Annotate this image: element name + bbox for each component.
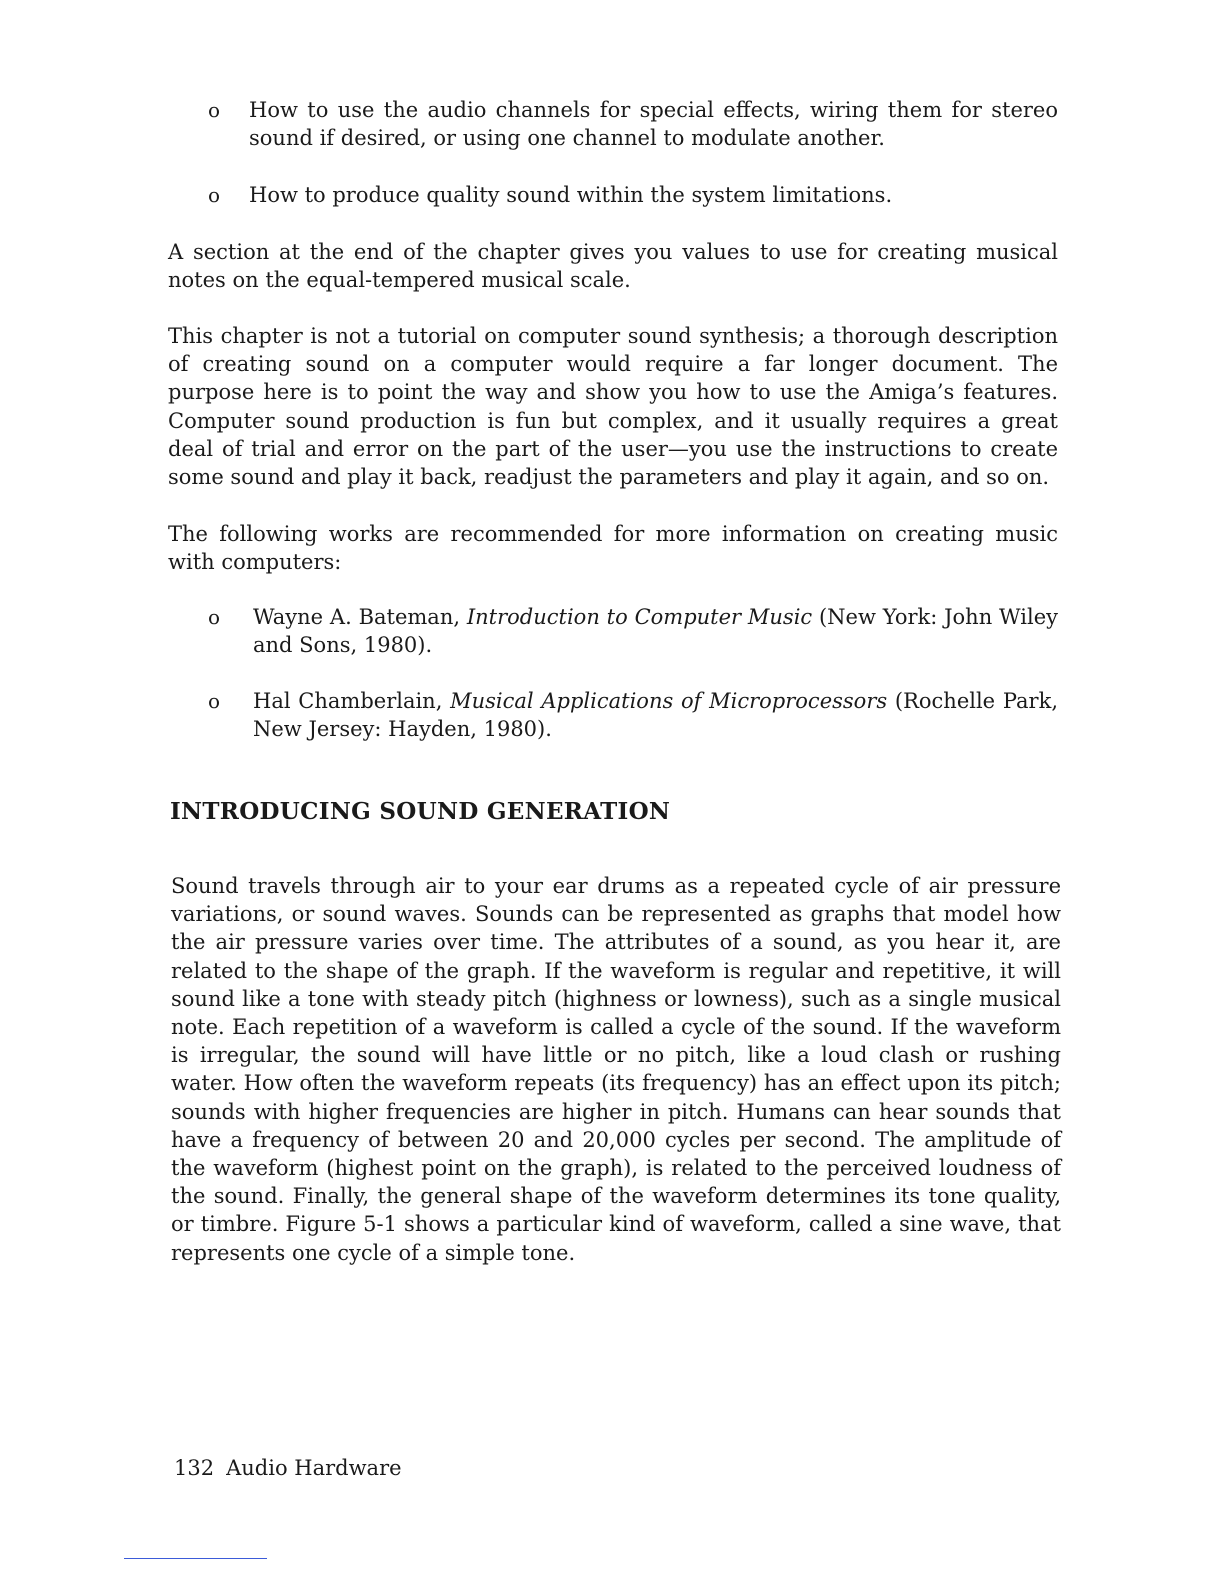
reference-title: Musical Applications of Microprocessors [450,689,888,713]
reference-title: Introduction to Computer Music [466,605,813,629]
bullet-mark: o [208,183,221,207]
bullet-item-audio-channels [208,96,1058,156]
page-number: 132 [174,1456,215,1480]
reference-text [253,687,1058,743]
bottom-rule [124,1558,267,1559]
bullet-mark: o [208,689,221,713]
bullet-text: How to use the audio channels for special effects, wiring them for stereo sound if desired, or using one channel to modulate another. [249,98,1058,150]
reference-text [253,603,1058,659]
bullet-mark: o [208,98,221,122]
reference-author: Wayne A. Bateman, [253,605,467,629]
bullet-mark: o [208,605,221,629]
paragraph-not-tutorial: This chapter is not a tutorial on computer sound synthesis; a thorough description of creating sound on a computer would require a far longer document. The purpose here is to point the way and show you how to use the Amiga’s features. Computer sound production is fun but complex, and it usually requires a great deal of trial and error on the part of the user—you use the instructions to create some sound and play it back, readjust the parameters and play it again, and so on. [168,324,1058,490]
reference-item-chamberlain [208,687,1058,747]
paragraph-recommended-works: The following works are recommended for more information on creating music with computers: [168,522,1058,575]
bullet-text: How to produce quality sound within the system limitations. [249,183,893,207]
paragraph-sound-generation: Sound travels through air to your ear drums as a repeated cycle of air pressure variations, or sound waves. Sounds can be represented as graphs that model how the air pressure varies over time. The attributes of a sound, as you hear it, are related to the shape of the graph. If the waveform is regular and repetitive, it will sound like a tone with steady pitch (highness or lowness), such as a single musical note. Each repetition of a waveform is called a cycle of the sound. If the waveform is irregular, the sound will have little or no pitch, like a loud clash or rushing water. How often the waveform repeats (its frequency) has an effect upon its pitch; sounds with higher frequencies are higher in pitch. Humans can hear sounds that have a frequency of between 20 and 20,000 cycles per second. The amplitude of the waveform (highest point on the graph), is related to the perceived loudness of the sound. Finally, the general shape of the waveform determines its tone quality, or timbre. Figure 5-1 shows a particular kind of waveform, called a sine wave, that represents one cycle of a simple tone. [171,874,1061,1265]
page-footer [174,1456,402,1480]
bullet-item-quality-sound [208,181,1058,211]
reference-author: Hal Chamberlain, [253,689,451,713]
reference-publisher: (New York: John Wiley and Sons, 1980). [253,605,1058,657]
reference-item-bateman [208,603,1058,663]
section-heading: INTRODUCING SOUND GENERATION [170,798,671,825]
reference-publisher: (Rochelle Park, New Jersey: Hayden, 1980). [253,689,1058,741]
paragraph-section-end: A section at the end of the chapter gives you values to use for creating musical notes on the equal-tempered musical scale. [168,240,1058,293]
footer-section-title: Audio Hardware [226,1456,402,1480]
